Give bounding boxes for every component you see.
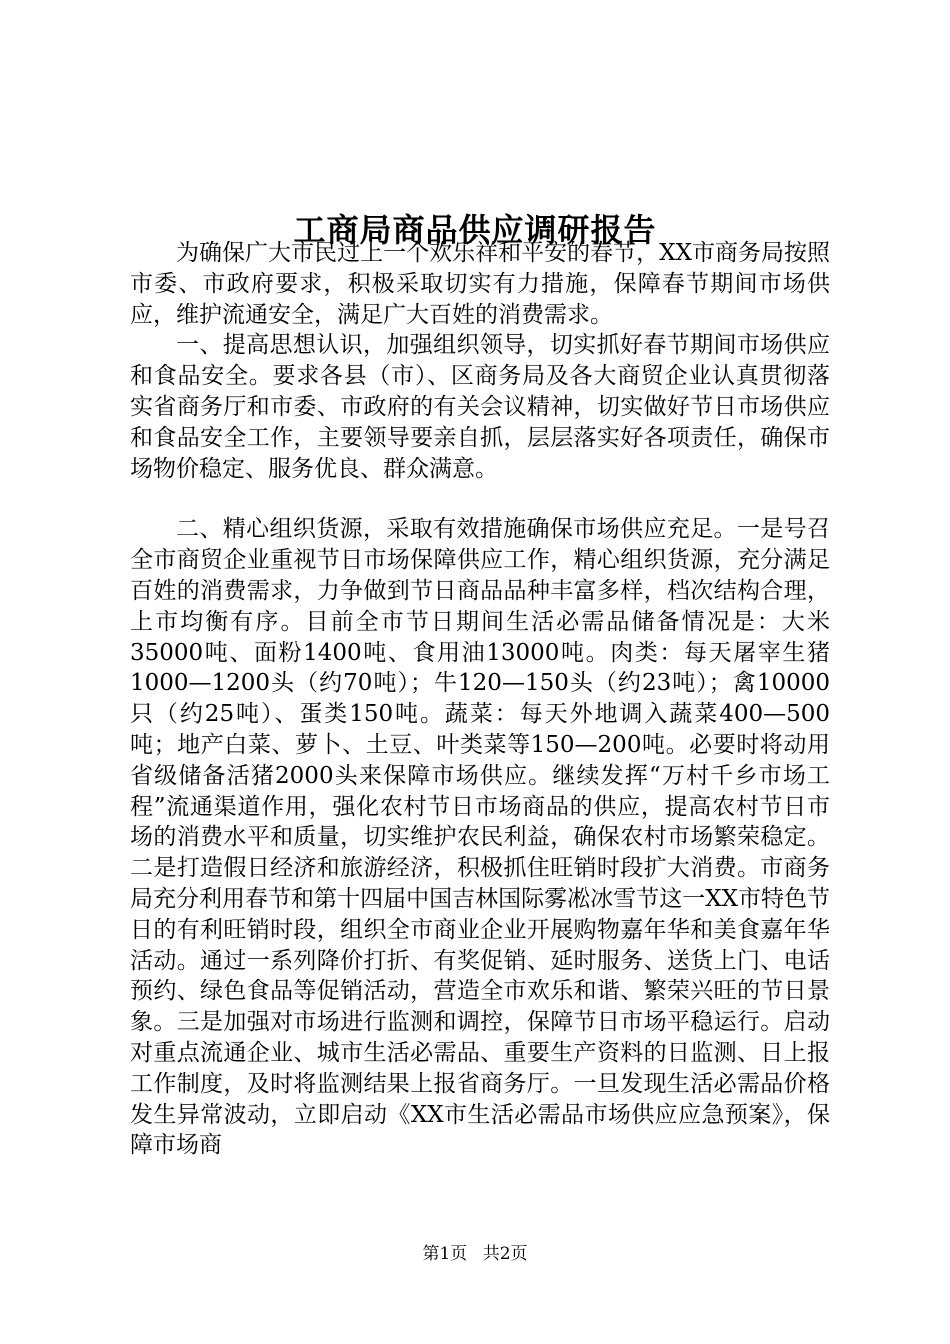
paragraph-section-one: 一、提高思想认识，加强组织领导，切实抓好春节期间市场供应和食品安全。要求各县（市）、区商务局及各大商贸企业认真贯彻落实省商务厅和市委、市政府的有关会议精神，切实做好节日市场供应和食品安全工作，主要领导要亲自抓，层层落实好各项责任，确保市场物价稳定、服务优良、群众满意。 <box>130 332 830 482</box>
paragraph-intro: 为确保广大市民过上一个欢乐祥和平安的春节，XX市商务局按照市委、市政府要求，积极采取切实有力措施，保障春节期间市场供应，维护流通安全，满足广大百姓的消费需求。 <box>130 240 830 328</box>
page-total: 共2页 <box>482 1244 528 1264</box>
document-title: 工商局商品供应调研报告 <box>293 211 657 250</box>
document-body <box>130 238 830 1161</box>
paragraph-section-two: 二、精心组织货源，采取有效措施确保市场供应充足。一是号召全市商贸企业重视节日市场保障供应工作，精心组织货源，充分满足百姓的消费需求，力争做到节日商品品种丰富多样，档次结构合理，上市均衡有序。目前全市节日期间生活必需品储备情况是：大米35000吨、面粉1400吨、食用油13000吨。肉类：每天屠宰生猪1000—1200头（约70吨）；牛120—150头（约23吨）；禽10000只（约25吨）、蛋类150吨。蔬菜：每天外地调入蔬菜400—500吨；地产白菜、萝卜、土豆、叶类菜等150—200吨。必要时将动用省级储备活猪2000头来保障市场供应。继续发挥“万村千乡市场工程”流通渠道作用，强化农村节日市场商品的供应，提高农村节日市场的消费水平和质量，切实维护农民利益，确保农村市场繁荣稳定。二是打造假日经济和旅游经济，积极抓住旺销时段扩大消费。市商务局充分利用春节和第十四届中国吉林国际雾凇冰雪节这一XX市特色节日的有利旺销时段，组织全市商业企业开展购物嘉年华和美食嘉年华活动。通过一系列降价打折、有奖促销、延时服务、送货上门、电话预约、绿色食品等促销活动，营造全市欢乐和谐、繁荣兴旺的节日景象。三是加强对市场进行监测和调控，保障节日市场平稳运行。启动对重点流通企业、城市生活必需品、重要生产资料的日监测、日上报工作制度，及时将监测结果上报省商务厅。一旦发现生活必需品价格发生异常波动，立即启动《XX市生活必需品市场供应应急预案》，保障市场商 <box>130 516 830 1159</box>
page-number: 第1页 <box>422 1244 468 1264</box>
page-footer <box>0 1242 950 1266</box>
